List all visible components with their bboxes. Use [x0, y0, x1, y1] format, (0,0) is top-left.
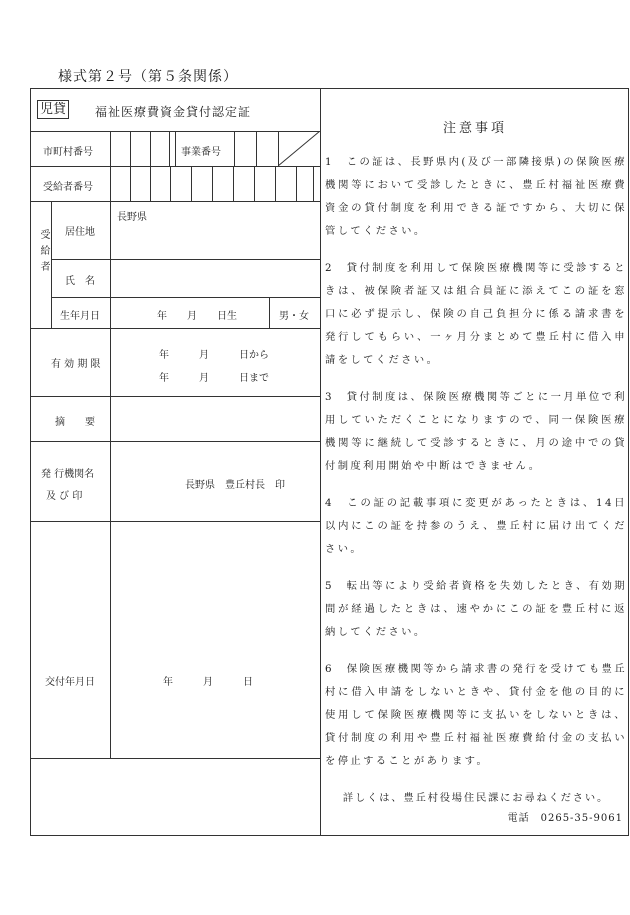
address-label: 居住地: [65, 227, 95, 238]
validity-label: 有 効 期 限: [51, 359, 101, 370]
birth-date-value: 年 月 日生: [157, 311, 237, 322]
issuer-label-line2: 及 び 印: [46, 491, 83, 502]
name-label: 氏 名: [65, 276, 95, 287]
note-item-6: 6 保険医療機関等から請求書の発行を受けても豊丘村に借入申請をしないときや、貸付金を他の目的に使用して保険医療機関等に支払いをしないときは、貸付制度の利用や豊丘村福祉医療費給付金の支払いを停止することがあります。: [325, 663, 627, 767]
note-item-5: 5 転出等により受給者資格を失効したとき、有効期間が経過したときは、速やかにこの証を豊丘村に返納してください。: [325, 580, 627, 638]
birth-date-label: 生年月日: [60, 311, 100, 322]
issue-date-value: 年 月 日: [163, 677, 253, 688]
notes-section: [325, 151, 627, 828]
note-item-3: 3 貸付制度は、保険医療機関等ごとに一月単位で利用していただくことになりますので、同一保険医療機関等に継続して受診するときに、月の途中での貸付制度利用開始や中断はできません。: [325, 391, 627, 472]
notes-closing: 詳しくは、豊丘村役場住民課にお尋ねください。: [342, 792, 610, 804]
contact-phone: 電話 0265-35-9061: [507, 813, 623, 824]
remarks-label: 摘 要: [55, 417, 95, 428]
certificate-title: 福祉医療費資金貸付認定証: [95, 105, 252, 119]
municipality-number-label: 市町村番号: [43, 147, 93, 158]
column-divider: [320, 89, 321, 835]
note-item-4: 4 この証の記載事項に変更があったときは、14日以内にこの証を持参のうえ、豊丘村に届け出てください。: [325, 497, 627, 555]
note-item-1: 1 この証は、長野県内(及び一部隣接県)の保険医療機関等において受診したときに、豊丘村福祉医療費資金の貸付制度を利用できる証ですから、大切に保管してください。: [325, 156, 627, 237]
recipient-number-label: 受給者番号: [43, 182, 93, 193]
certificate-card: [30, 88, 629, 836]
issuer-label-line1: 発 行機関名: [41, 469, 95, 480]
note-item-2: 2 貸付制度を利用して保険医療機関等に受診するときは、被保険者証又は組合員証に添えてこの証を窓口に必ず提示し、保険の自己負担分に係る請求書を発行してもらい、一ヶ月分まとめて豊丘村に借入申請をしてください。: [325, 262, 627, 366]
validity-from: 年 月 日から: [159, 350, 269, 361]
badge: 児貸: [37, 100, 69, 119]
validity-to: 年 月 日まで: [159, 373, 269, 384]
form-number: 様式第２号（第５条関係）: [58, 69, 238, 85]
issuer-value: 長野県 豊丘村長 印: [185, 480, 285, 491]
address-value: 長野県: [117, 212, 147, 223]
notes-title: 注意事項: [442, 121, 507, 136]
sex-value: 男・女: [279, 311, 309, 322]
recipient-group-label: 受給者: [38, 229, 49, 277]
business-number-label: 事業番号: [181, 147, 221, 158]
diagonal-slash: [278, 131, 320, 166]
issue-date-label: 交付年月日: [45, 677, 95, 688]
